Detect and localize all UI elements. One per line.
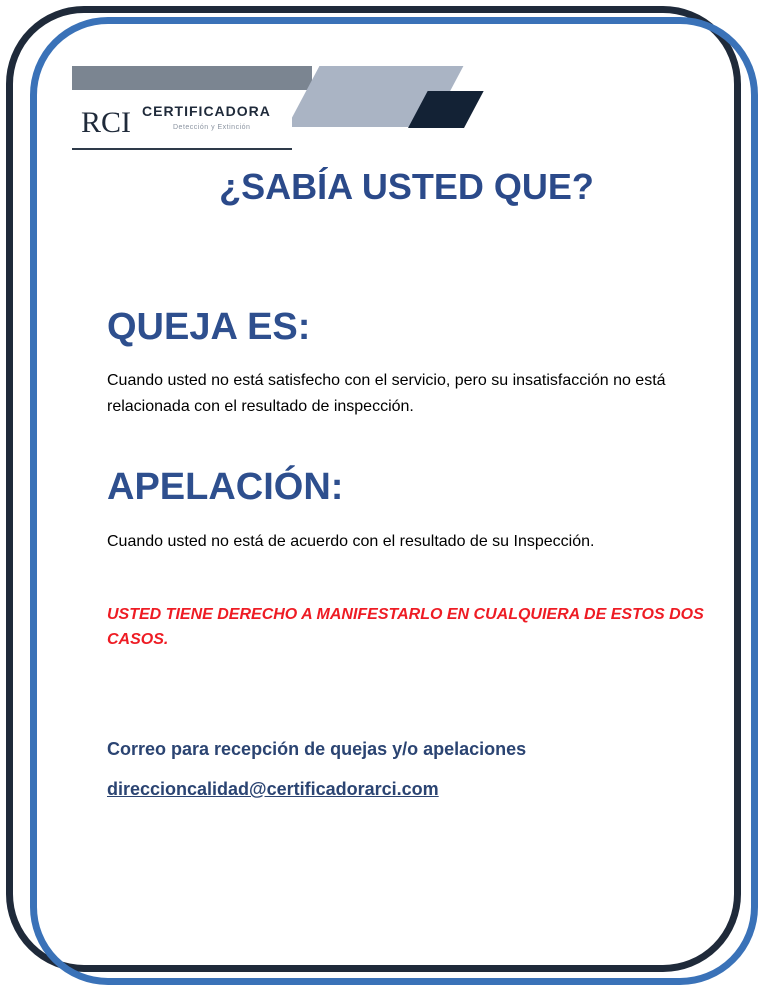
apelacion-definition: Cuando usted no está de acuerdo con el resultado de su Inspección. — [107, 533, 595, 550]
company-logo — [72, 90, 292, 150]
queja-definition: Cuando usted no está satisfecho con el servicio, pero su insatisfacción no está relacionada con el resultado de inspección. — [107, 372, 666, 415]
page-title: ¿SABÍA USTED QUE? — [219, 166, 594, 207]
apelacion-heading: APELACIÓN: — [107, 466, 344, 508]
queja-heading: QUEJA ES: — [107, 306, 311, 348]
logo-company-name: CERTIFICADORA — [142, 103, 271, 119]
banner-band-grey — [72, 66, 312, 90]
rights-notice: USTED TIENE DERECHO A MANIFESTARLO EN CUALQUIERA DE ESTOS DOS CASOS. — [107, 606, 704, 648]
logo-monogram-icon — [80, 102, 132, 140]
contact-email-link[interactable]: direccioncalidad@certificadorarci.com — [107, 779, 439, 799]
svg-text:RCI: RCI — [81, 106, 132, 139]
contact-label: Correo para recepción de quejas y/o apelaciones — [107, 739, 527, 759]
logo-tagline: Detección y Extinción — [173, 124, 251, 131]
